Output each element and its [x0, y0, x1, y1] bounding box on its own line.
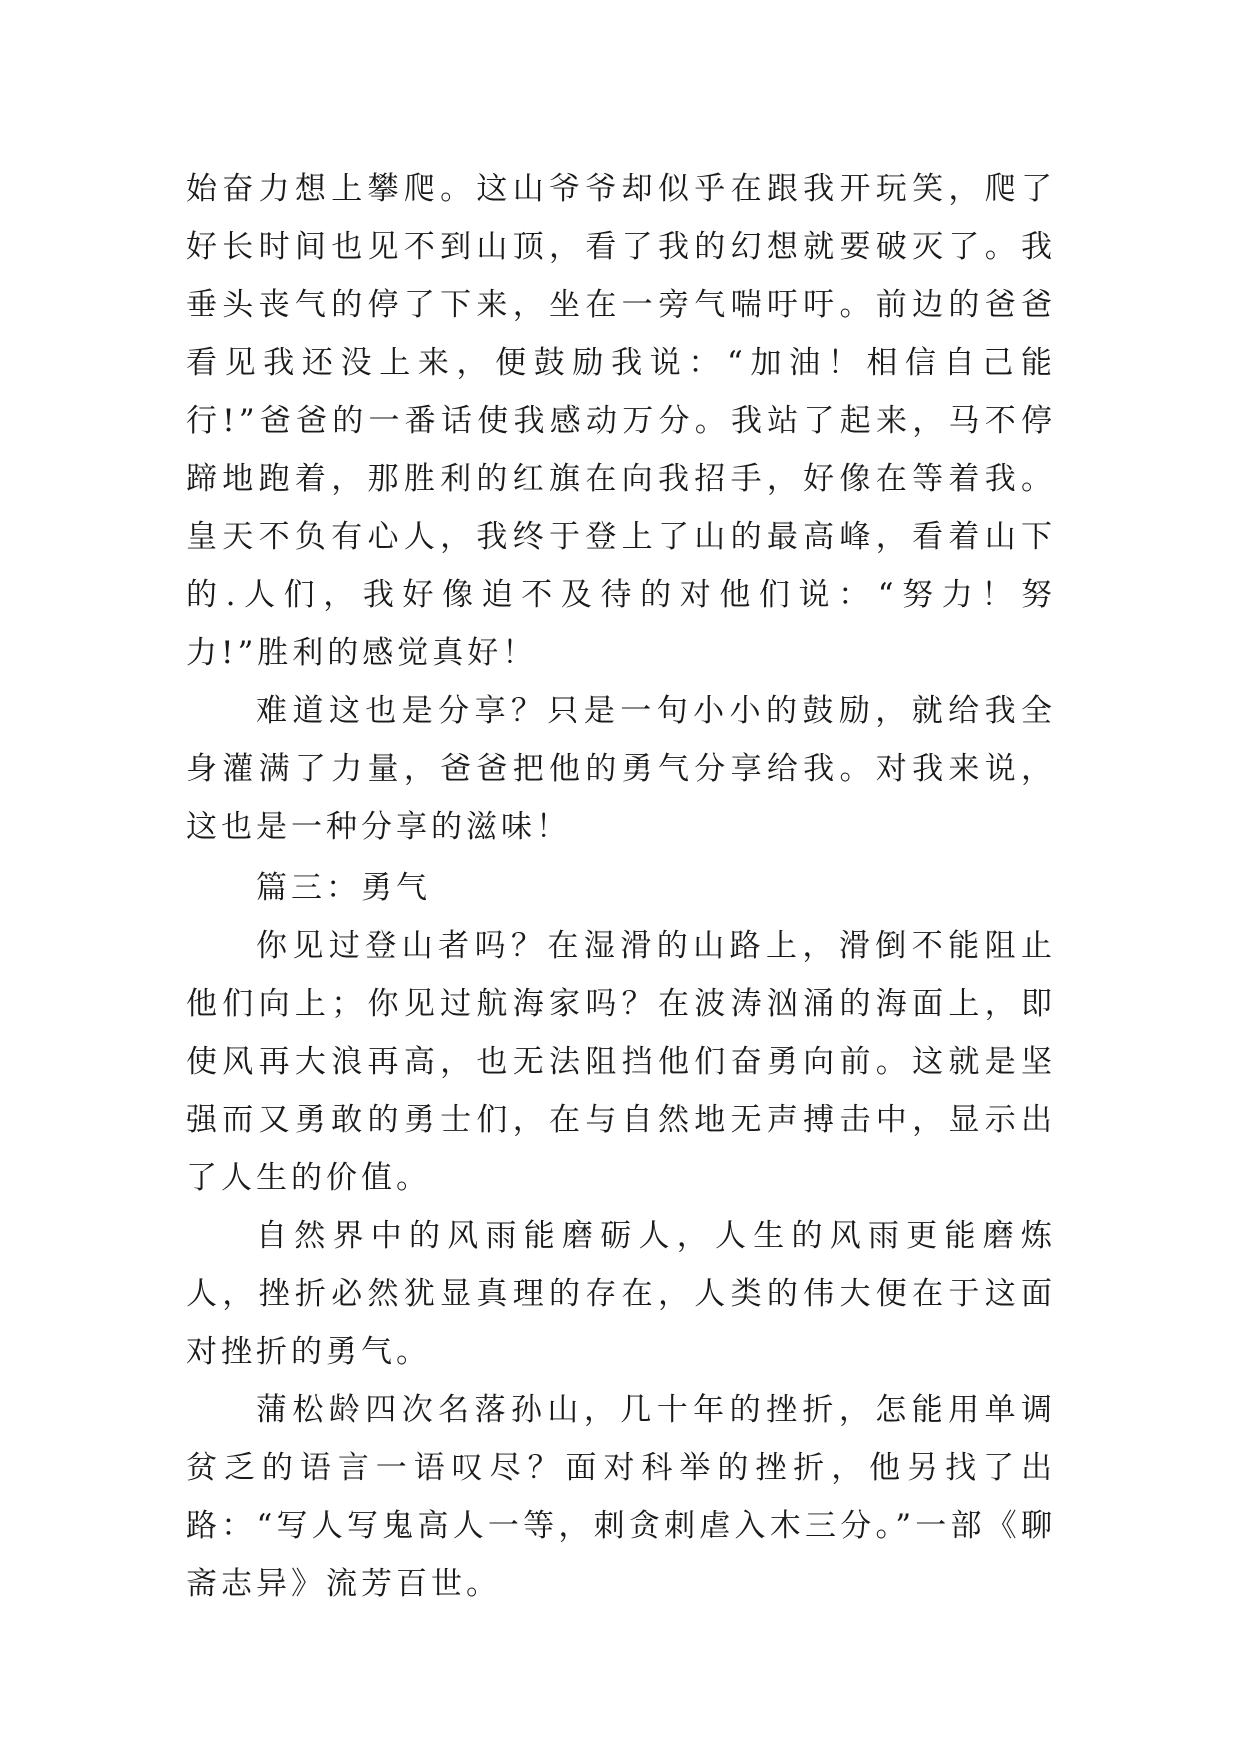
- paragraph-wind-rain: 自然界中的风雨能磨砺人，人生的风雨更能磨炼人，挫折必然犹显真理的存在，人类的伟大便在于这面对挫折的勇气。: [186, 1218, 1056, 1370]
- text-block-top: [186, 160, 1056, 856]
- text-block-bottom: [186, 859, 1056, 1613]
- paragraph-sharing-reflection: 难道这也是分享？只是一句小小的鼓励，就给我全身灌满了力量，爸爸把他的勇气分享给我。对我来说，这也是一种分享的滋味！: [186, 693, 1056, 845]
- paragraph-continued: 始奋力想上攀爬。这山爷爷却似乎在跟我开玩笑，爬了好长时间也见不到山顶，看了我的幻想就要破灭了。我垂头丧气的停了下来，坐在一旁气喘吁吁。前边的爸爸看见我还没上来，便鼓励我说：“加油！相信自己能行!”爸爸的一番话使我感动万分。我站了起来，马不停蹄地跑着，那胜利的红旗在向我招手，好像在等着我。皇天不负有心人，我终于登上了山的最高峰，看着山下的.人们，我好像迫不及待的对他们说：“努力！努力!”胜利的感觉真好！: [186, 171, 1056, 671]
- section-heading: 篇三：勇气: [256, 870, 431, 906]
- paragraph-pu-songling: 蒲松龄四次名落孙山，几十年的挫折，怎能用单调贫乏的语言一语叹尽？面对科举的挫折，他另找了出路：“写人写鬼高人一等，刺贪刺虐入木三分。”一部《聊斋志异》流芳百世。: [186, 1392, 1056, 1602]
- paragraph-climbers-sailors: 你见过登山者吗？在湿滑的山路上，滑倒不能阻止他们向上；你见过航海家吗？在波涛汹涌的海面上，即使风再大浪再高，也无法阻挡他们奋勇向前。这就是坚强而又勇敢的勇士们，在与自然地无声搏击中，显示出了人生的价值。: [186, 928, 1056, 1196]
